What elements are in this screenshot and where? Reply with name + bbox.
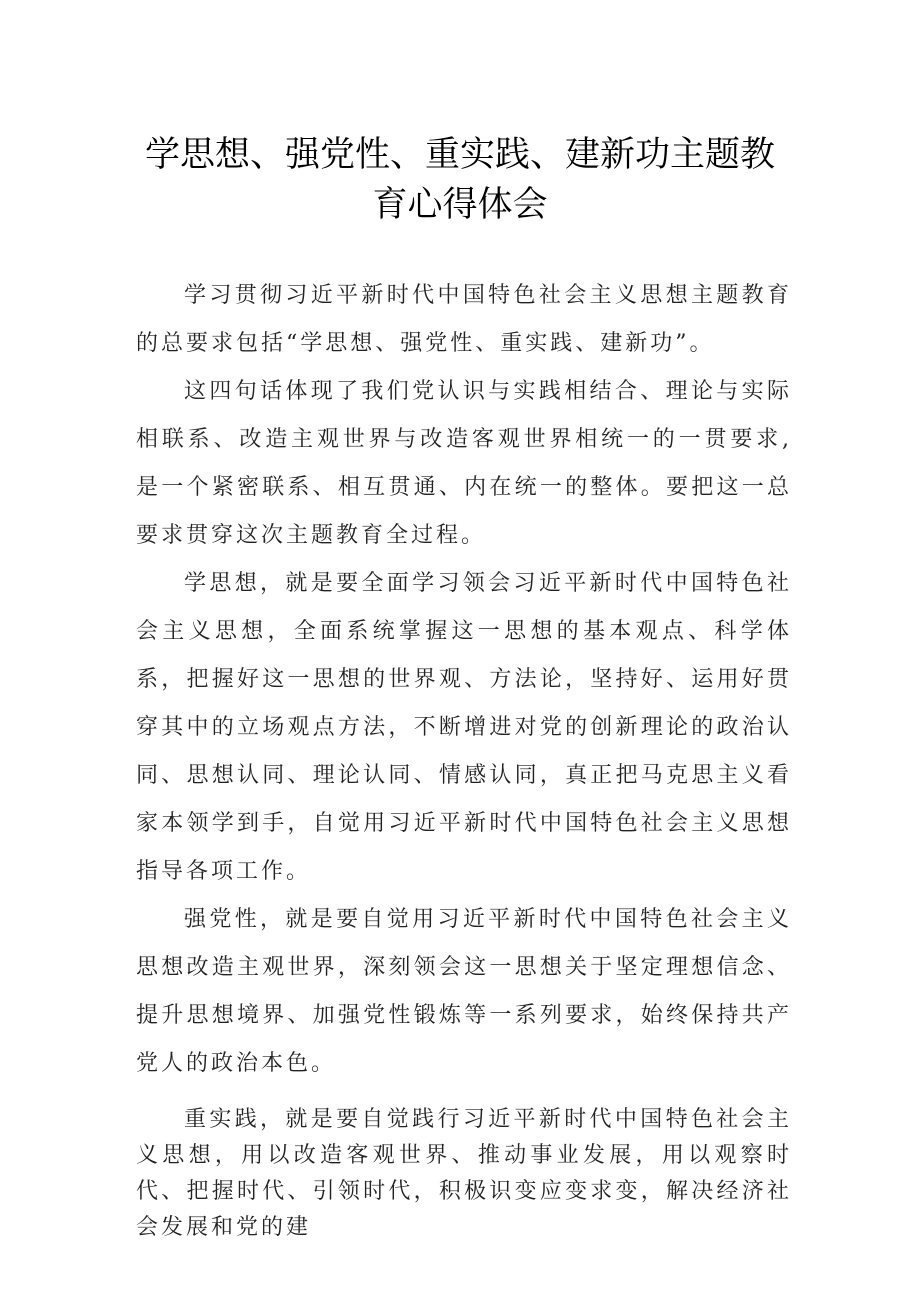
- document-body: [136, 272, 792, 1246]
- title-line-1: 学思想、强党性、重实践、建新功主题教: [144, 135, 775, 175]
- paragraph-intro: 学习贯彻习近平新时代中国特色社会主义思想主题教育的总要求包括“学思想、强党性、重实践、建新功”。: [136, 283, 792, 356]
- document-title: [120, 130, 800, 230]
- paragraph-overview: 这四句话体现了我们党认识与实践相结合、理论与实际相联系、改造主观世界与改造客观世界相统一的一贯要求,是一个紧密联系、相互贯通、内在统一的整体。要把这一总要求贯穿这次主题教育全过程。: [136, 379, 792, 548]
- title-line-2: 育心得体会: [372, 185, 548, 225]
- paragraph-study-thought: 学思想，就是要全面学习领会习近平新时代中国特色社会主义思想，全面系统掌握这一思想的基本观点、科学体系，把握好这一思想的世界观、方法论，坚持好、运用好贯穿其中的立场观点方法，不断增进对党的创新理论的政治认同、思想认同、理论认同、情感认同，真正把马克思主义看家本领学到手，自觉用习近平新时代中国特色社会主义思想指导各项工作。: [136, 571, 792, 884]
- paragraph-practice: 重实践，就是要自觉践行习近平新时代中国特色社会主义思想，用以改造客观世界、推动事业发展，用以观察时代、把握时代、引领时代，积极识变应变求变，解决经济社会发展和党的建: [136, 1107, 792, 1240]
- paragraph-party-spirit: 强党性，就是要自觉用习近平新时代中国特色社会主义思想改造主观世界，深刻领会这一思想关于坚定理想信念、提升思想境界、加强党性锻炼等一系列要求，始终保持共产党人的政治本色。: [136, 907, 792, 1076]
